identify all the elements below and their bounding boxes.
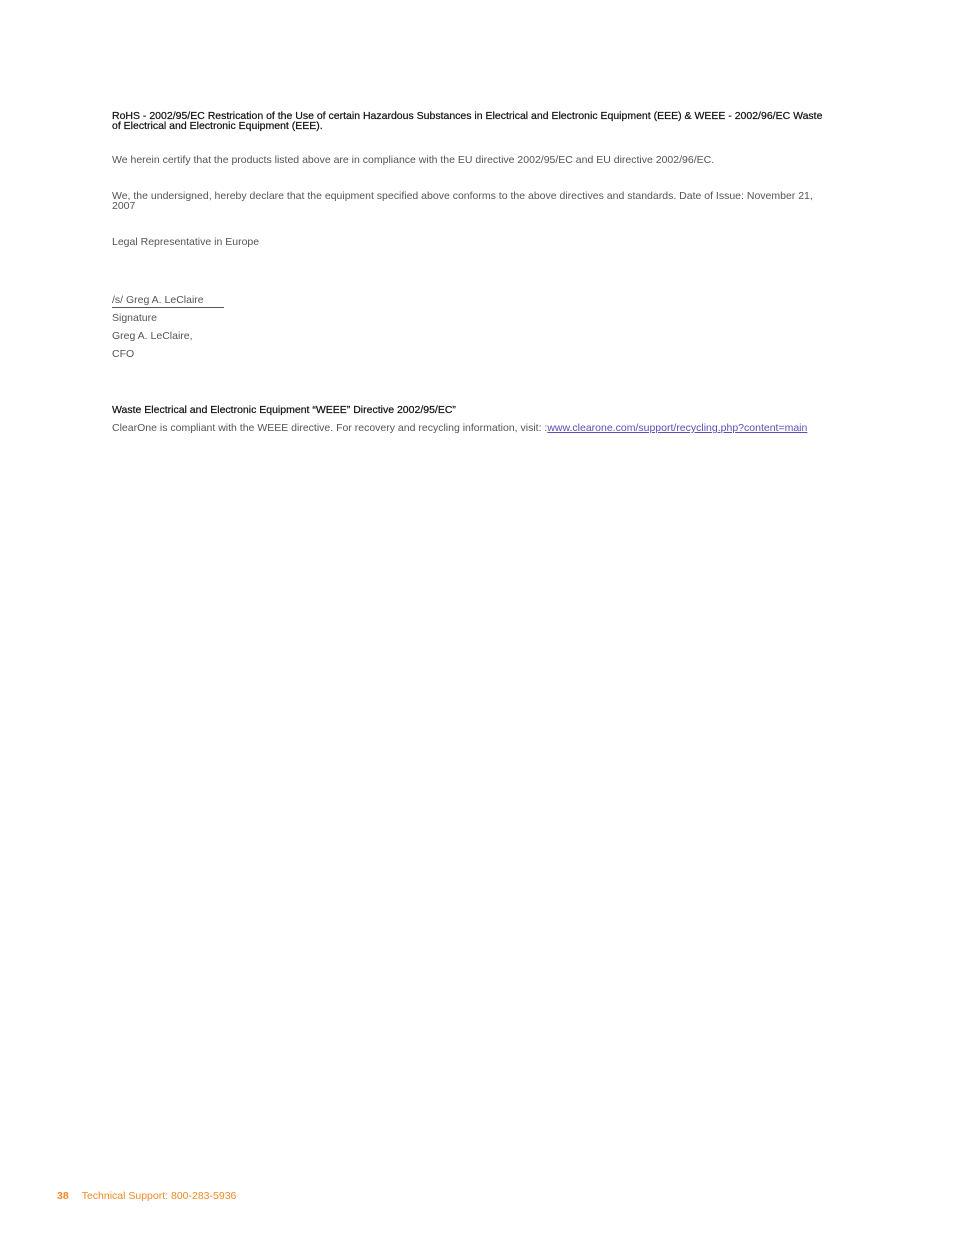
weee-heading: Waste Electrical and Electronic Equipment “WEEE” Directive 2002/95/EC” [112, 404, 456, 416]
content-area [112, 111, 834, 435]
signer-title: CFO [112, 348, 135, 360]
declare-paragraph: We, the undersigned, hereby declare that the equipment specified above conforms to the above directives and standards. Date of Issue: November 21, 2007 [112, 190, 813, 212]
legal-representative: Legal Representative in Europe [112, 236, 260, 248]
weee-text: ClearOne is compliant with the WEEE directive. For recovery and recycling information, visit: : [112, 422, 548, 434]
signature-line: /s/ Greg A. LeClaire [112, 294, 224, 308]
weee-paragraph [112, 421, 834, 435]
signature-block [112, 291, 834, 363]
rohs-heading: RoHS - 2002/95/EC Restrication of the Use of certain Hazardous Substances in Electrical and Electronic Equipment (EEE) & WEEE - 2002/96/EC Waste of Electrical and Electronic Equipment (EEE). [112, 110, 823, 132]
page-number: 38 [57, 1190, 69, 1202]
signer-name: Greg A. LeClaire, [112, 330, 193, 342]
page-footer [57, 1190, 236, 1202]
certify-paragraph: We herein certify that the products listed above are in compliance with the EU directive 2002/95/EC and EU directive 2002/96/EC. [112, 154, 715, 166]
support-phone: Technical Support: 800-283-5936 [81, 1190, 237, 1202]
recycling-link[interactable]: www.clearone.com/support/recycling.php?content=main [547, 422, 808, 434]
signature-label: Signature [112, 312, 157, 324]
